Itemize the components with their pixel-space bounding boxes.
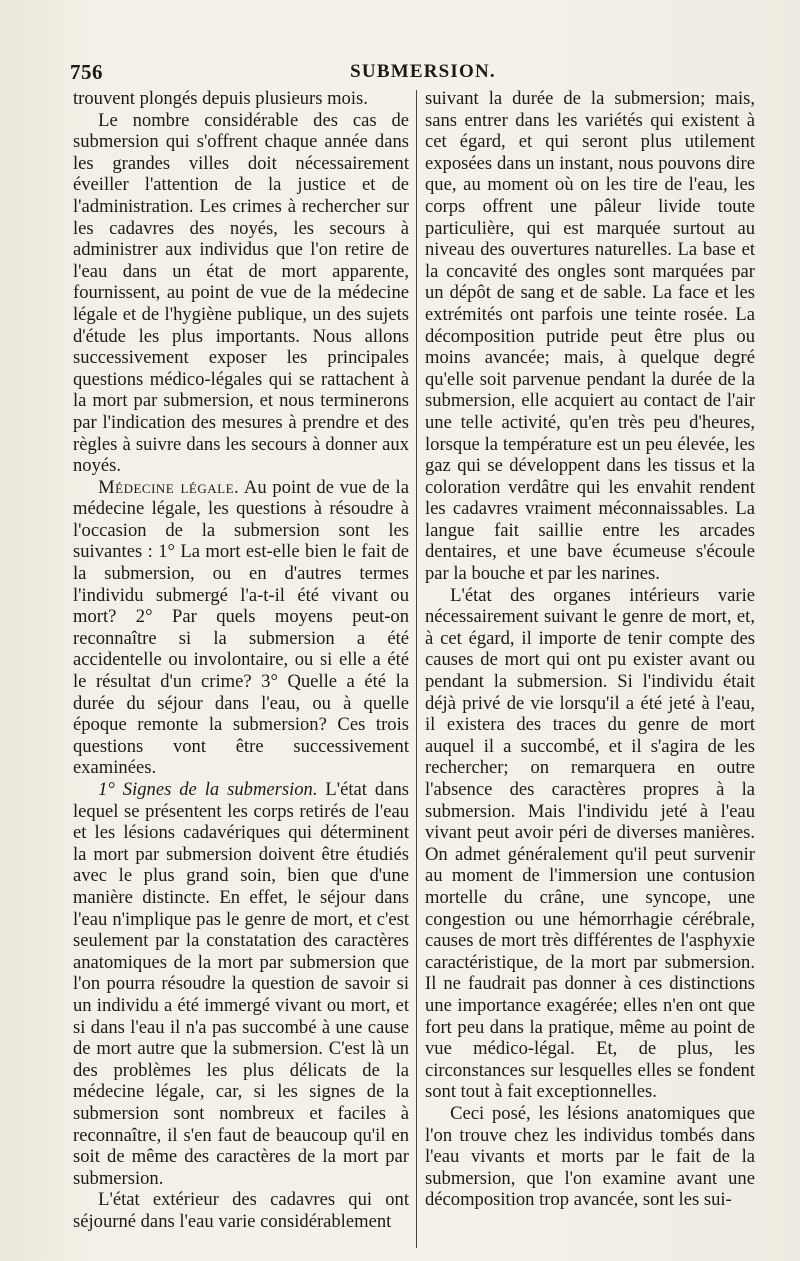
- paragraph: [73, 779, 409, 1189]
- subsection-heading: 1° Signes de la submersion.: [98, 779, 318, 800]
- paragraph: L'état extérieur des cadavres qui ont séjourné dans l'eau varie considérablement: [73, 1189, 409, 1232]
- paragraph: [73, 477, 409, 779]
- paragraph: L'état des organes intérieurs varie nécessairement suivant le genre de mort, et, à cet égard, il importe de tenir compte des causes de mort qui ont pu exister avant ou pendant la submersion. Si l'individu était déjà privé de vie lorsqu'il a été jeté à l'eau, il existera des traces du genre de mort auquel il a succombé, et il s'agira de les rechercher; on remarquera en outre l'absence des caractères propres à la submersion. Mais l'individu jeté à l'eau vivant peut avoir péri de diverses manières. On admet généralement qu'il peut survenir au moment de l'immersion une contusion mortelle du crâne, une syncope, une congestion ou une hémorrhagie cérébrale, causes de mort très différentes de l'asphyxie caractéristique, de la mort par submersion. Il ne faudrait pas donner à ces distinctions une importance exagérée; elles n'en ont que fort peu dans la pratique, même au point de vue médico-légal. Et, de plus, les circonstances sur lesquelles elles se fondent sont tout à fait exceptionnelles.: [425, 584, 755, 1103]
- section-heading: Médecine légale.: [98, 476, 240, 498]
- page-number: 756: [70, 60, 103, 84]
- paragraph: Ceci posé, les lésions anatomiques que l'on trouve chez les individus tombés dans l'eau vivants et morts par le fait de la submersion, que l'on examine avant une décomposition trop avancée, sont les sui-: [425, 1102, 755, 1211]
- running-title: SUBMERSION.: [350, 61, 496, 82]
- page-header: [70, 60, 776, 84]
- column-divider: [416, 90, 417, 1248]
- left-column: [73, 88, 409, 1248]
- paragraph-text: Au point de vue de la médecine légale, les questions à résoudre à l'occasion de la submersion sont les suivantes : 1° La mort est-elle bien le fait de la submersion, ou en d'autres termes l'individu submergé l'a-t-il été vivant ou mort? 2° Par quels moyens peut-on reconnaître si la submersion a été accidentelle ou involontaire, ou si elle a été le résultat d'un crime? 3° Quelle a été la durée du séjour dans l'eau, ou à quelle époque remonte la submersion? Ces trois questions vont être successivement examinées.: [73, 476, 409, 779]
- paragraph: trouvent plongés depuis plusieurs mois.: [73, 88, 368, 109]
- paragraph: Le nombre considérable des cas de submersion qui s'offrent chaque année dans les grandes villes doit nécessairement éveiller l'attention de la justice et de l'administration. Les crimes à rechercher sur les cadavres des noyés, les secours à administrer aux individus que l'on retire de l'eau dans un état de mort apparente, fournissent, au point de vue de la médecine légale et de l'hygiène publique, un des sujets d'étude les plus importants. Nous allons successivement exposer les principales questions médico-légales qui se rattachent à la mort par submersion, et nous terminerons par l'indication des mesures à prendre et des règles à suivre dans les secours à donner aux noyés.: [73, 109, 409, 477]
- paragraph: suivant la durée de la submersion; mais, sans entrer dans les variétés qui existent à cet égard, et qui seront plus utilement exposées dans un instant, nous pouvons dire que, au moment où on les tire de l'eau, les corps offrent une pâleur livide toute particulière, qui est marquée surtout au niveau des ouvertures naturelles. La base et la concavité des ongles sont marquées par un dépôt de sang et de sable. La face et les extrémités ont parfois une teinte rosée. La décomposition putride peut être plus ou moins avancée; mais, à quelque degré qu'elle soit parvenue pendant la durée de la submersion, elle acquiert au contact de l'air une telle activité, qu'en très peu d'heures, lorsque la température est un peu élevée, les gaz qui se développent dans les tissus et la coloration verdâtre qui les envahit rendent les cadavres vraiment méconnaissables. La langue fait saillie entre les arcades dentaires, et une bave écumeuse s'écoule par la bouche et par les narines.: [425, 88, 755, 585]
- right-column: [425, 88, 755, 1248]
- paragraph-text: L'état dans lequel se présentent les corps retirés de l'eau et les lésions cadavériques qui déterminent la mort par submersion doivent être étudiés avec le plus grand soin, bien que d'une manière distincte. En effet, le séjour dans l'eau n'implique pas le genre de mort, et c'est seulement par la constatation des caractères anatomiques de la mort par submersion que l'on pourra résoudre la question de savoir si un individu a été immergé vivant ou mort, et si dans l'eau il n'a pas succombé à une cause de mort autre que la submersion. C'est là un des problèmes les plus délicats de la médecine légale, car, si les signes de la submersion sont nombreux et faciles à reconnaître, il s'en faut de beaucoup qu'il en soit de même des caractères de la mort par submersion.: [73, 779, 409, 1189]
